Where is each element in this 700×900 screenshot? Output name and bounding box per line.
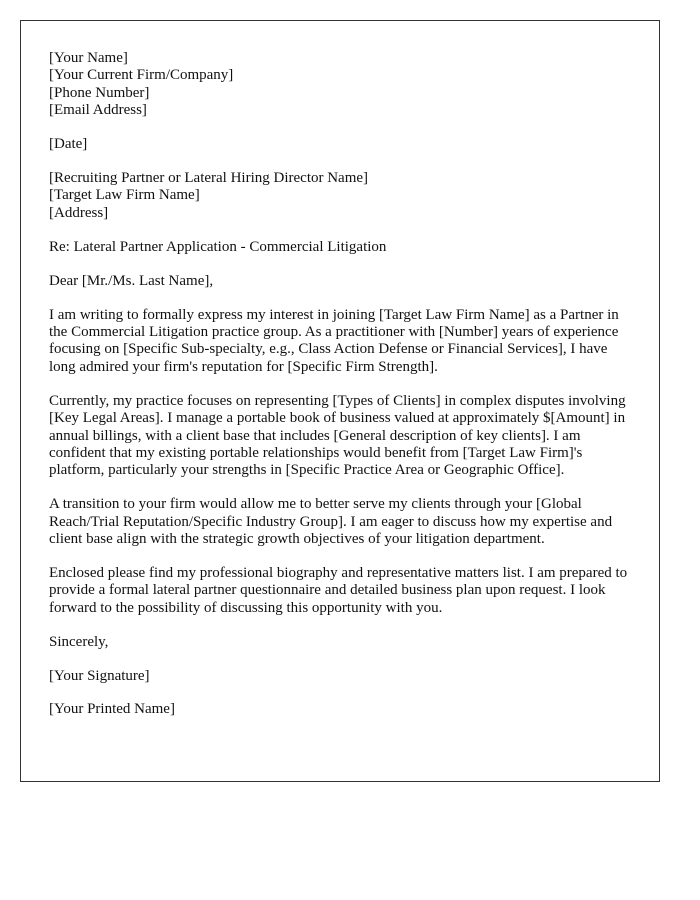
body-paragraph-2: Currently, my practice focuses on representing [Types of Clients] in complex disputes involving [Key Legal Areas]. I manage a portable book of business valued at approximately $[Amount] in annual billings, with a client base that includes [General description of key clients]. I am confident that my existing portable relationships would benefit from [Target Law Firm]'s platform, particularly your strengths in [Specific Practice Area or Geographic Office]. [49,392,626,479]
letter-date: [Date] [49,136,88,153]
printed-name-block [49,701,631,718]
sender-block [49,50,631,120]
recipient-block [49,170,631,222]
recipient-address: [Address] [49,204,109,221]
signature: [Your Signature] [49,667,150,684]
subject-block [49,239,631,256]
letter-document [20,20,660,782]
sender-name: [Your Name] [49,50,128,66]
body-paragraph-1: I am writing to formally express my interest in joining [Target Law Firm Name] as a Partner in the Commercial Litigation practice group. As a practitioner with [Number] years of experience focusing on [Specific Sub-specialty, e.g., Class Action Defense or Financial Services], I have long admired your firm's reputation for [Specific Firm Strength]. [49,306,619,375]
printed-name: [Your Printed Name] [49,701,175,718]
recipient-firm: [Target Law Firm Name] [49,187,200,204]
sender-firm: [Your Current Firm/Company] [49,67,234,84]
date-block [49,136,631,153]
subject-line: Re: Lateral Partner Application - Commercial Litigation [49,238,387,255]
body-paragraph-3: A transition to your firm would allow me to better serve my clients through your [Global Reach/Trial Reputation/Specific Industry Group]. I am eager to discuss how my expertise and client base align with the strategic growth objectives of your litigation department. [49,496,613,548]
salutation-block [49,273,631,290]
sender-email: [Email Address] [49,102,147,119]
signature-block [49,668,631,685]
recipient-name: [Recruiting Partner or Lateral Hiring Director Name] [49,170,369,187]
salutation: Dear [Mr./Ms. Last Name], [49,272,214,289]
body-paragraph-4: Enclosed please find my professional biography and representative matters list. I am prepared to provide a formal lateral partner questionnaire and detailed business plan upon request. I look forward to the possibility of discussing this opportunity with you. [49,564,628,616]
closing-block [49,634,631,651]
closing: Sincerely, [49,633,109,650]
sender-phone: [Phone Number] [49,84,150,101]
